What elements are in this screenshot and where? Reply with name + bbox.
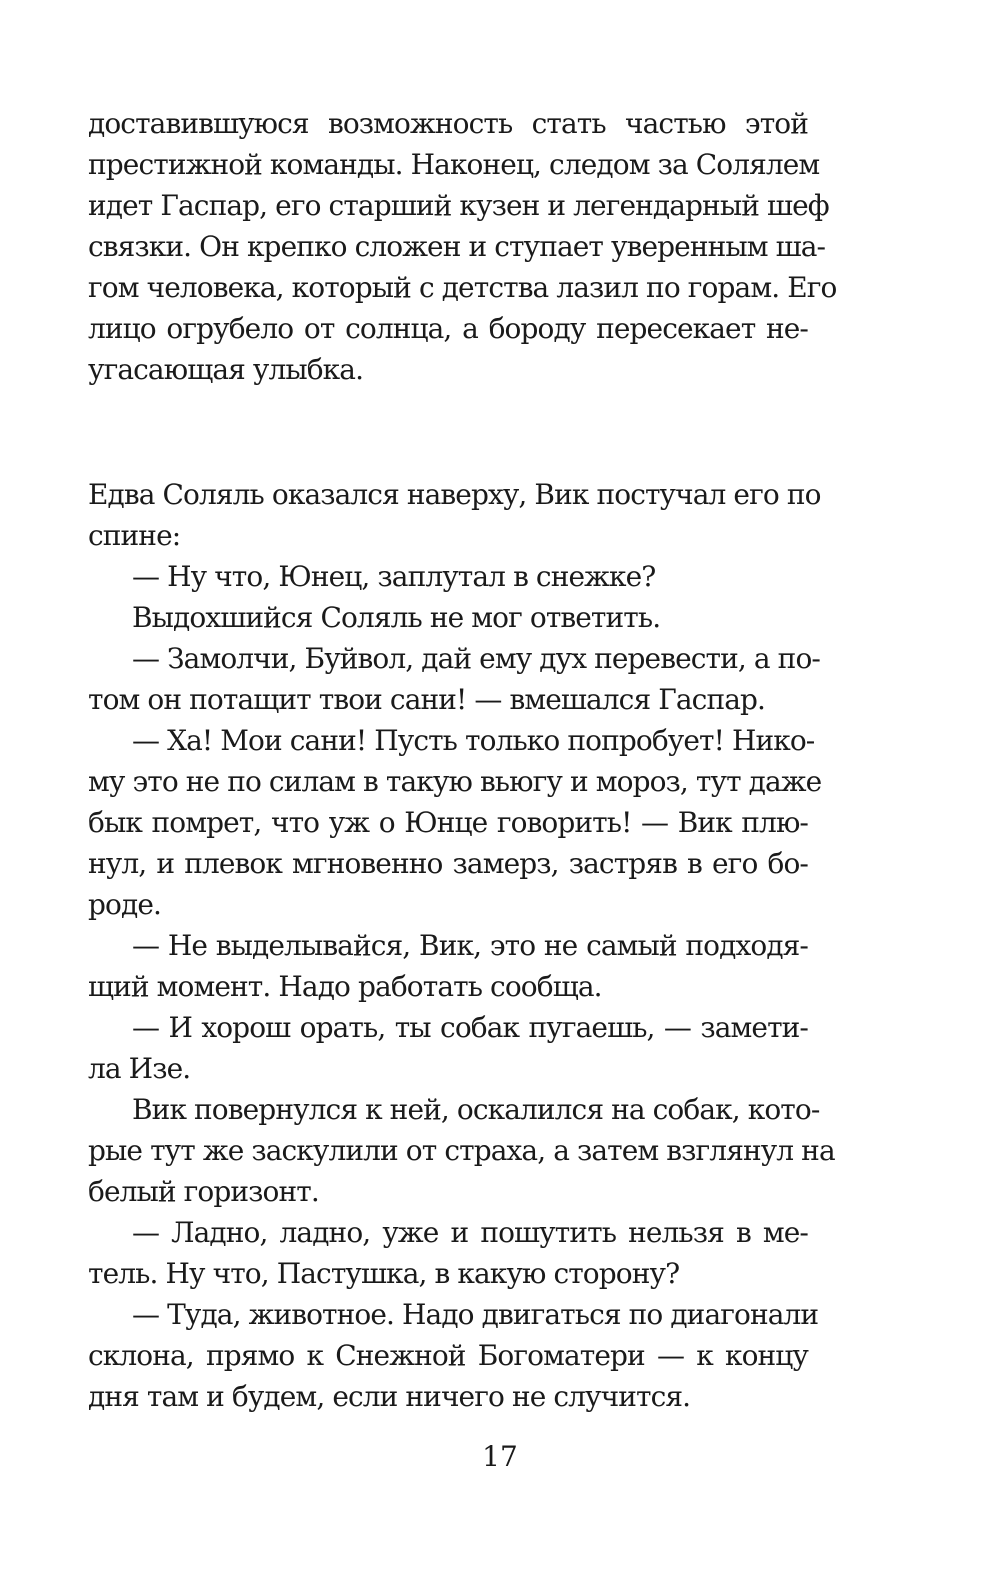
text-line: — Не выделывайся, Вик, это не самый подходя- xyxy=(132,929,808,962)
text-block-dialogue xyxy=(88,474,835,1417)
text-line: белый горизонт. xyxy=(88,1175,319,1208)
page-number: 17 xyxy=(482,1440,518,1473)
text-line: — Туда, животное. Надо двигаться по диагонали xyxy=(132,1298,819,1331)
text-line: доставившуюся возможность стать частью этой xyxy=(88,107,808,140)
text-line: — Ладно, ладно, уже и пошутить нельзя в ме- xyxy=(132,1216,808,1249)
text-line: — Ну что, Юнец, заплутал в снежке? xyxy=(132,560,656,593)
text-line: склона, прямо к Снежной Богоматери — к концу xyxy=(88,1339,808,1372)
text-line: Едва Соляль оказался наверху, Вик постучал его по xyxy=(88,478,821,511)
text-line: тель. Ну что, Пастушка, в какую сторону? xyxy=(88,1257,680,1290)
text-line: дня там и будем, если ничего не случится. xyxy=(88,1380,691,1413)
text-line: му это не по силам в такую вьюгу и мороз, тут даже xyxy=(88,765,822,798)
text-line: щий момент. Надо работать сообща. xyxy=(88,970,602,1003)
text-line: рые тут же заскулили от страха, а затем взглянул на xyxy=(88,1134,835,1167)
text-line: угасающая улыбка. xyxy=(88,353,364,386)
text-line: Вик повернулся к ней, оскалился на собак, кото- xyxy=(132,1093,820,1126)
text-line: спине: xyxy=(88,519,181,552)
text-line: роде. xyxy=(88,888,161,921)
text-line: — И хорош орать, ты собак пугаешь, — замети- xyxy=(132,1011,808,1044)
text-line: ла Изе. xyxy=(88,1052,191,1085)
text-line: связки. Он крепко сложен и ступает уверенным ша- xyxy=(88,230,826,263)
text-line: идет Гаспар, его старший кузен и легендарный шеф xyxy=(88,189,829,222)
text-line: нул, и плевок мгновенно замерз, застряв в его бо- xyxy=(88,847,808,880)
text-line: гом человека, который с детства лазил по горам. Его xyxy=(88,271,837,304)
text-block-top xyxy=(88,103,837,390)
text-line: — Замолчи, Буйвол, дай ему дух перевести, а по- xyxy=(132,642,820,675)
text-line: лицо огрубело от солнца, а бороду пересекает не- xyxy=(88,312,808,345)
text-line: — Ха! Мои сани! Пусть только попробует! Нико- xyxy=(132,724,815,757)
text-line: том он потащит твои сани! — вмешался Гаспар. xyxy=(88,683,766,716)
text-line: престижной команды. Наконец, следом за Солялем xyxy=(88,148,820,181)
text-line: бык помрет, что уж о Юнце говорить! — Вик плю- xyxy=(88,806,808,839)
text-line: Выдохшийся Соляль не мог ответить. xyxy=(132,601,661,634)
